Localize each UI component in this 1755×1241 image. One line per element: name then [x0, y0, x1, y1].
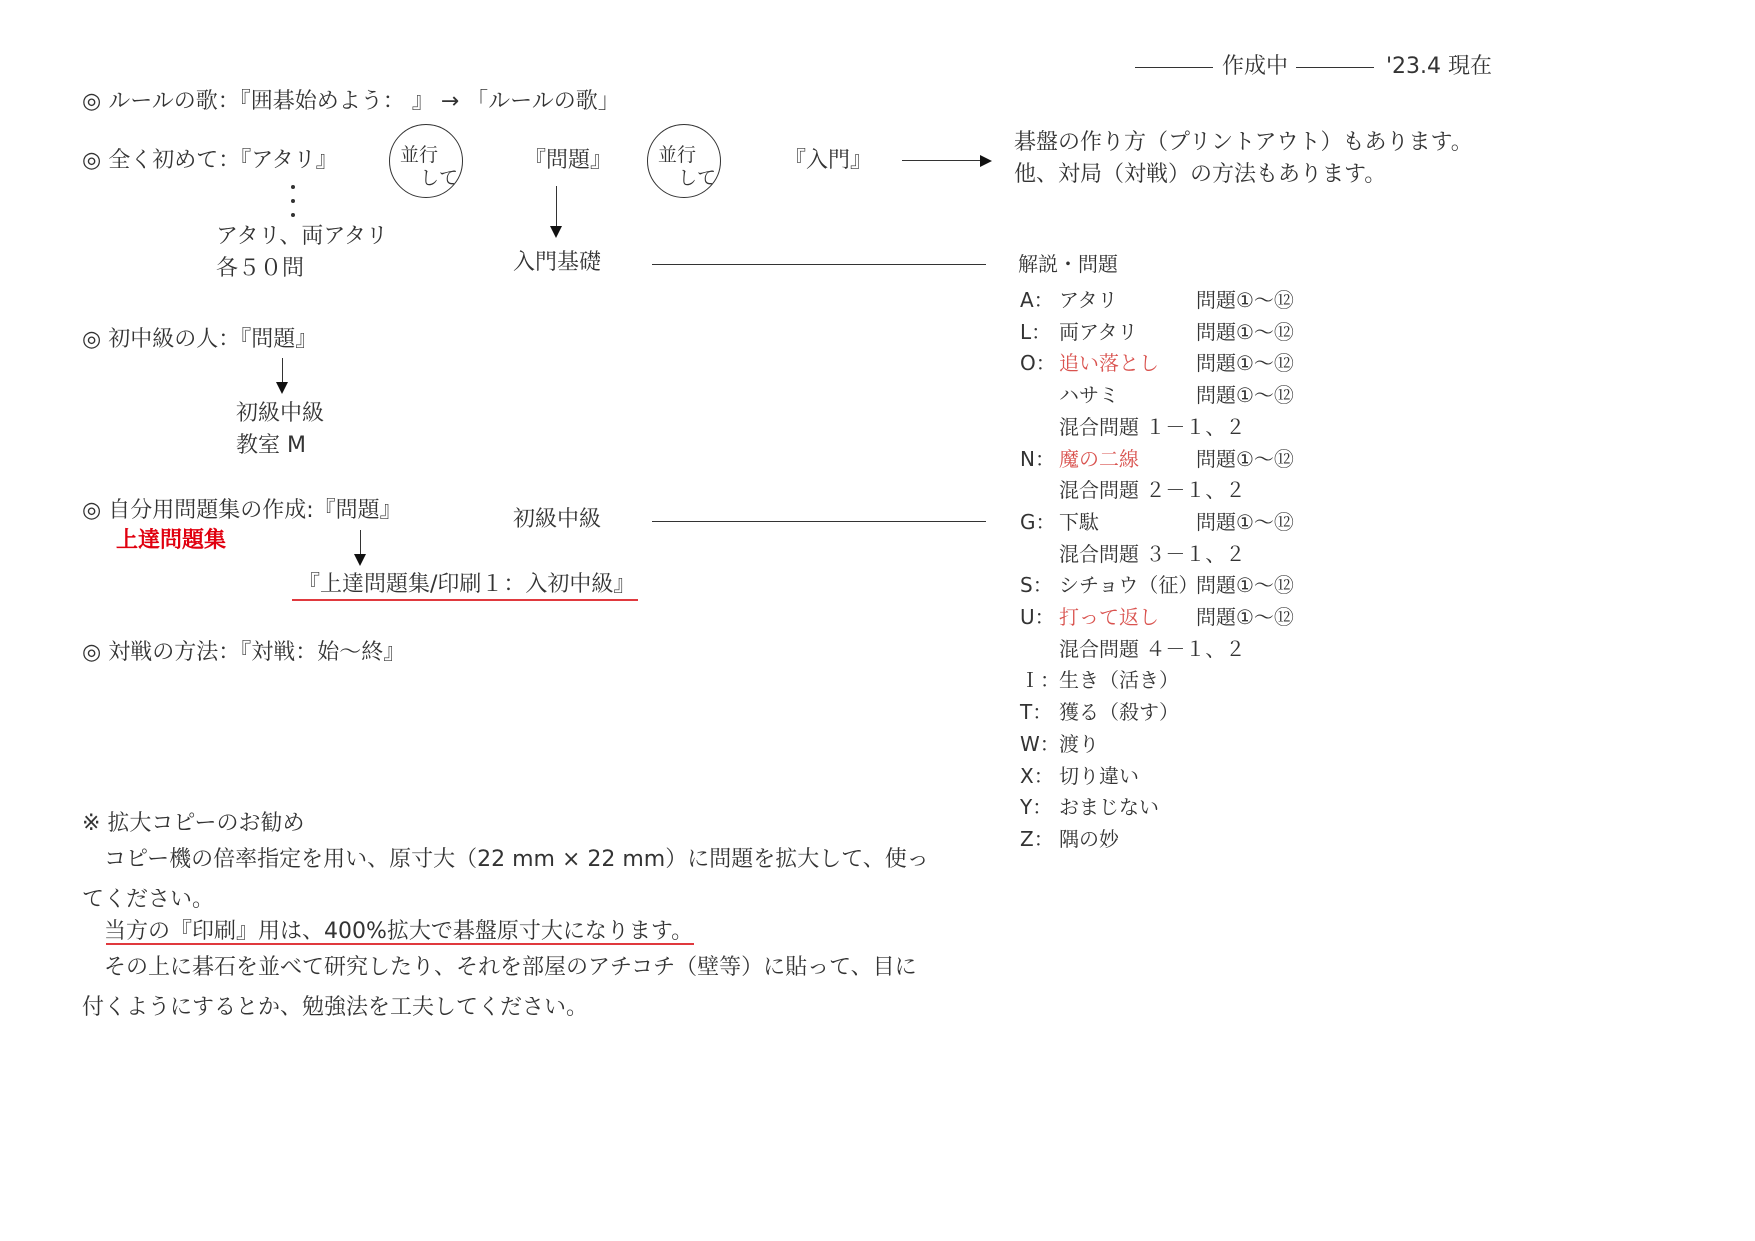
explanation-problems: 問題①～⑫: [1196, 288, 1294, 312]
explanation-problems: 問題①～⑫: [1196, 383, 1294, 407]
explanation-name: 魔の二線: [1059, 447, 1139, 471]
date-label: '23.4 現在: [1386, 54, 1493, 79]
ellipsis-dot: [291, 185, 295, 189]
explanation-name: 混合問題 ２－１、２: [1059, 478, 1246, 502]
board-info-line-2: 他、対局（対戦）の方法もあります。: [1014, 162, 1387, 187]
explanation-name: 混合問題 １－１、２: [1059, 415, 1246, 439]
header-rule-left: [1135, 67, 1213, 68]
explanation-name: 隅の妙: [1059, 827, 1119, 851]
arrow-down-line: [556, 186, 557, 226]
explanation-name: 切り違い: [1059, 764, 1139, 788]
atari-sub-2: 各５０問: [216, 256, 305, 281]
explanation-problems: 問題①～⑫: [1196, 573, 1294, 597]
explanation-title: 解説・問題: [1018, 252, 1118, 276]
explanation-name: 渡り: [1059, 732, 1099, 756]
nyumon-label: 『入門』: [784, 148, 873, 173]
arrow-down-line: [360, 530, 361, 554]
explanation-code: L：: [1020, 320, 1052, 344]
explanation-name: 混合問題 ４－１、２: [1059, 637, 1246, 661]
taisen-line: ◎ 対戦の方法：『対戦：始～終』: [82, 640, 406, 665]
parallel-circle-2: [647, 124, 721, 198]
atari-sub-1: アタリ、両アタリ: [216, 224, 388, 249]
own-collection-line: ◎ 自分用問題集の作成:『問題』: [82, 498, 402, 523]
explanation-code: G：: [1020, 510, 1056, 534]
explanation-problems: 問題①～⑫: [1196, 510, 1294, 534]
arrow-down-head: [550, 226, 562, 238]
explanation-problems: 問題①～⑫: [1196, 351, 1294, 375]
red-underline: [292, 599, 638, 601]
status-label: 作成中: [1222, 54, 1289, 79]
joutatsu-print-label: 『上達問題集/印刷１：入初中級』: [298, 572, 636, 597]
board-info-line-1: 碁盤の作り方（プリントアウト）もあります。: [1014, 130, 1473, 155]
explanation-code: U：: [1020, 605, 1055, 629]
joutatsu-label: 上達問題集: [116, 528, 227, 553]
arrow-down-line: [282, 358, 283, 382]
intermediate-line: ◎ 初中級の人：『問題』: [82, 327, 318, 352]
explanation-code: N：: [1020, 447, 1055, 471]
shokyu-chukyu-label: 初級中級: [513, 507, 602, 532]
red-underline: [106, 943, 694, 945]
rule-song-line: ◎ ルールの歌：『囲碁始めよう： 』 → 「ルールの歌」: [82, 89, 620, 114]
shokyu-label-2: 教室 M: [236, 433, 306, 458]
explanation-problems: 問題①～⑫: [1196, 447, 1294, 471]
explanation-code: W：: [1020, 732, 1060, 756]
circle-text-top: 並行: [658, 144, 697, 166]
connector-line-2: [652, 521, 986, 522]
explanation-name: おまじない: [1059, 795, 1159, 819]
explanation-name: 打って返し: [1059, 605, 1159, 629]
explanation-name: 獲る（殺す）: [1059, 700, 1179, 724]
explanation-problems: 問題①～⑫: [1196, 320, 1294, 344]
parallel-circle-1: [389, 124, 463, 198]
explanation-code: T：: [1020, 700, 1053, 724]
arrow-down-head: [354, 554, 366, 566]
explanation-code: S：: [1020, 573, 1053, 597]
explanation-name: 追い落とし: [1059, 351, 1159, 375]
shokyu-label-1: 初級中級: [236, 401, 325, 426]
explanation-name: ハサミ: [1059, 383, 1119, 407]
explanation-name: アタリ: [1059, 288, 1118, 312]
explanation-problems: 問題①～⑫: [1196, 605, 1294, 629]
explanation-name: 両アタリ: [1059, 320, 1138, 344]
explanation-code: Ｉ：: [1020, 668, 1060, 692]
header-rule-right: [1296, 67, 1374, 68]
ellipsis-dot: [291, 213, 295, 217]
explanation-code: X：: [1020, 764, 1054, 788]
explanation-code: A：: [1020, 288, 1054, 312]
explanation-code: Z：: [1020, 827, 1054, 851]
nyumon-kiso-label: 入門基礎: [513, 250, 602, 275]
explanation-name: 混合問題 ３－１、２: [1059, 542, 1246, 566]
circle-text-bottom: して: [678, 167, 717, 189]
explanation-code: Y：: [1020, 795, 1053, 819]
beginner-line: ◎ 全く初めて：『アタリ』: [82, 148, 338, 173]
explanation-name: 生き（活き）: [1059, 668, 1179, 692]
ellipsis-dot: [291, 199, 295, 203]
note-paragraph-3: その上に碁石を並べて研究したり、それを部屋のアチコチ（壁等）に貼って、目に付くようにするとか、勉強法を工夫してください。: [82, 955, 917, 1020]
arrow-right-head: [980, 155, 992, 167]
note-paragraph-1: コピー機の倍率指定を用い、原寸大（22 mm × 22 mm）に問題を拡大して、使ってください。: [82, 847, 929, 912]
explanation-name: シチョウ（征）: [1059, 573, 1199, 597]
explanation-code: O：: [1020, 351, 1056, 375]
note-paragraph-2: 当方の『印刷』用は、400%拡大で碁盤原寸大になります。: [82, 919, 694, 944]
circle-text-bottom: して: [420, 167, 459, 189]
connector-line-1: [652, 264, 986, 265]
arrow-line-right: [902, 160, 980, 161]
arrow-down-head: [276, 382, 288, 394]
circle-text-top: 並行: [400, 144, 439, 166]
mondai-label: 『問題』: [524, 148, 613, 173]
note-heading: ※ 拡大コピーのお勧め: [82, 811, 305, 836]
explanation-name: 下駄: [1059, 510, 1099, 534]
